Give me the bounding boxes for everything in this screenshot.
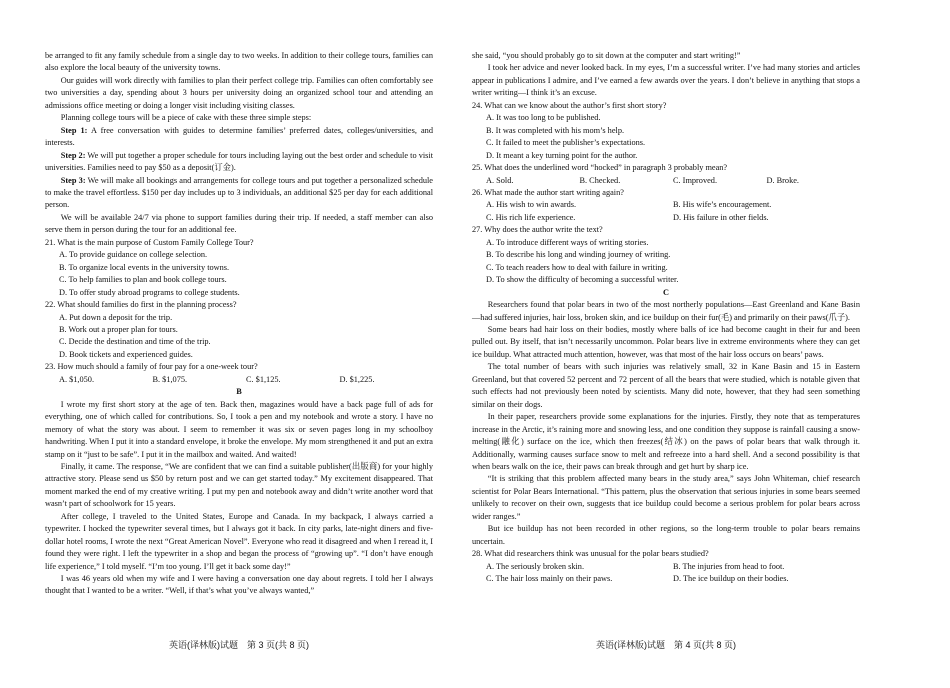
question-21: 21. What is the main purpose of Custom Family College Tour? <box>45 237 254 247</box>
intro-paragraph-3: Planning college tours will be a piece of cake with these three simple steps: <box>60 113 312 123</box>
q21-option-a: A. To provide guidance on college selection. <box>59 250 208 260</box>
q24-option-c: C. It failed to meet the publisher’s expectations. <box>486 138 646 148</box>
q27-option-c: C. To teach readers how to deal with failure in writing. <box>486 262 668 272</box>
q21-option-c: C. To help families to plan and book college tours. <box>59 275 227 285</box>
q25-option-d: D. Broke. <box>766 175 799 185</box>
q28-option-a: A. The seriously broken skin. <box>486 561 585 571</box>
right-page <box>472 50 860 585</box>
q26-option-b: B. His wife’s encouragement. <box>673 200 772 210</box>
passage-b-paragraph-2: Finally, it came. The response, “We are confident that we can find a suitable publisher(出版商) for your highly attractive story. Please send us $50 by return post and we can get started today.” My excitement disappeared. That moment marked the end of my creative writing. I put my pen and notebook away and didn’t write another word that wasn’t part of schoolwork for 15 years. <box>45 461 433 509</box>
q27-option-a: A. To introduce different ways of writing stories. <box>486 237 649 247</box>
page-footer-left: 英语(译林版)试题 第 3 页(共 8 页) <box>168 640 309 650</box>
intro-paragraph-1: be arranged to fit any family schedule from a single day to two weeks. In addition to their college tours, families can also explore the local beauty of the university towns. <box>45 51 433 73</box>
q24-option-d: D. It meant a key turning point for the author. <box>486 150 638 160</box>
passage-c-paragraph-6: But ice buildup has not been recorded in other regions, so the long-term trouble to polar bears remains uncertain. <box>472 524 860 546</box>
step-1 <box>45 125 433 150</box>
q28-options-row-1 <box>472 561 860 573</box>
intro-paragraph-2: Our guides will work directly with families to plan their perfect college trip. Families can often comfortably see two universities a day, spending about 3 hours per university doing an organized school tour and attending an admissions office meeting or doing a longer visit including visiting classes. <box>45 75 433 110</box>
passage-c-paragraph-3: The total number of bears with such injuries was relatively small, 32 in Kane Basin and 15 in Eastern Greenland, but that covered 52 percent and 72 percent of all the bears that were studied, which is notable given that such effects had not previously been noted by scientists. Many did note, however, that they had seen something similar on their dogs. <box>472 362 860 409</box>
q26-option-c: C. His rich life experience. <box>486 212 576 222</box>
step-2 <box>45 150 433 175</box>
q23-option-d: D. $1,225. <box>339 374 375 384</box>
passage-c-paragraph-5: “It is striking that this problem affected many bears in the study area,” says John Whiteman, chief research scientist for Polar Bears International. “This pattern, plus the observation that serious injuries in some bears seemed unlikely to recover on their own, suggests that ice buildup could become a serious problem for polar bears across wider ranges.” <box>472 474 860 521</box>
question-28: 28. What did researchers think was unusual for the polar bears studied? <box>472 549 709 559</box>
q26-option-a: A. His wish to win awards. <box>486 200 577 210</box>
q23-option-a: A. $1,050. <box>59 374 95 384</box>
question-24: 24. What can we know about the author’s first short story? <box>472 100 667 110</box>
q27-option-b: B. To describe his long and winding journey of writing. <box>486 250 671 260</box>
question-25: 25. What does the underlined word “hocked” in paragraph 3 probably mean? <box>472 163 728 173</box>
q28-option-d: D. The ice buildup on their bodies. <box>673 574 789 584</box>
step-3-text: We will make all bookings and arrangements for college tours and put together a personalized schedule to make the travel effortless. $150 per day includes up to 3 individuals, an additional $25 per day for each additional person. <box>45 175 433 210</box>
q25-option-c: C. Improved. <box>673 175 718 185</box>
step-3 <box>45 175 433 212</box>
q23-option-c: C. $1,125. <box>246 374 281 384</box>
q25-options <box>472 175 860 187</box>
question-27: 27. Why does the author write the text? <box>472 225 603 235</box>
passage-c-paragraph-1: Researchers found that polar bears in two of the most northerly populations—East Greenland and Kane Basin—had suffered injuries, hair loss, broken skin, and ice buildup on their fur(毛) and primarily on their paws(爪子). <box>472 300 860 322</box>
q25-option-a: A. Sold. <box>486 175 514 185</box>
q22-option-d: D. Book tickets and experienced guides. <box>59 349 193 359</box>
q28-option-b: B. The injuries from head to foot. <box>673 561 785 571</box>
question-26: 26. What made the author start writing again? <box>472 187 624 197</box>
step-1-label: Step 1: <box>60 125 88 135</box>
section-b-heading: B <box>236 387 242 397</box>
passage-b-paragraph-1: I wrote my first short story at the age of ten. Back then, magazines would have a back page full of ads for everything, one of which called for contributions. So, I took a pen and my notebook and wrote a story. I have no memory of what the story was about. I seem to remember it was six or seven pages long in my schoolboy handwriting. When I put it into a standard envelope, it broke the envelope. My mom strengthened it and put an extra stamp on it “just to be safe”. I put it in the mailbox and waited. And waited! <box>45 399 433 459</box>
passage-b-paragraph-4: I was 46 years old when my wife and I were having a conversation one day about regrets. I told her I always thought that I wanted to be a writer. “Well, if that’s what you’ve always wanted,” <box>45 574 433 596</box>
q25-option-b: B. Checked. <box>579 175 621 185</box>
step-2-text: We will put together a proper schedule for tours including laying out the best order and schedule to visit universities. Families need to pay $50 as a deposit(订金). <box>45 150 433 173</box>
q23-option-b: B. $1,075. <box>152 374 188 384</box>
q23-options <box>45 374 433 386</box>
q24-option-a: A. It was too long to be published. <box>486 113 601 123</box>
q22-option-c: C. Decide the destination and time of the trip. <box>59 337 211 347</box>
q21-option-b: B. To organize local events in the university towns. <box>59 262 230 272</box>
q26-options-row-2 <box>472 212 860 224</box>
section-c-heading: C <box>663 287 669 297</box>
question-23: 23. How much should a family of four pay for a one-week tour? <box>45 362 258 372</box>
left-page <box>45 50 433 598</box>
q26-option-d: D. His failure in other fields. <box>673 212 769 222</box>
q24-option-b: B. It was completed with his mom’s help. <box>486 125 625 135</box>
passage-c-paragraph-4: In their paper, researchers provide some explanations for the injuries. Firstly, they note that as temperatures increase in the Arctic, it’s raining more and snowing less, and one condition they suppose is rainfall causing a snow-melting(融化) surface on the ice, which then freezes(结冰) on the paws of polar bears that walk through it. Additionally, warming causes surface snow to melt and refreeze into a hard shell. And a second possibility is that when bears walk on the ice, their paws can break through and get hurt by sharp ice. <box>472 412 860 471</box>
passage-b-paragraph-3: After college, I traveled to the United States, Europe and Canada. In my backpack, I always carried a typewriter. I hocked the typewriter several times, but I always got it back. In city parks, late-night diners and five-dollar hotel rooms, I wrote the next “Great American Novel”. Everyone who read it disagreed and when I reread it, I found they were right. I left the typewriter in a shop and began the process of “growing up”. “I don’t have enough life experience,” I told myself. “I’m too young. I’ll get it back some day!” <box>45 511 433 571</box>
passage-b-continued-2: I took her advice and never looked back. In my eyes, I’m a successful writer. I’ve had many stories and articles appear in publications I admire, and I’ve earned a few awards over the years. I don’t believe in anything that stops a writer writing—I think it’s an excuse. <box>472 63 860 98</box>
passage-b-continued-1: she said, “you should probably go to sit down at the computer and start writing!” <box>472 51 741 60</box>
step-1-text: A free conversation with guides to determine families’ preferred dates, colleges/universities, and interests. <box>45 125 433 148</box>
step-3-label: Step 3: <box>60 175 86 185</box>
q26-options-row-1 <box>472 199 860 211</box>
q21-option-d: D. To offer study abroad programs to college students. <box>59 287 240 297</box>
q22-option-a: A. Put down a deposit for the trip. <box>59 312 173 322</box>
passage-c-paragraph-2: Some bears had hair loss on their bodies, mostly where balls of ice had become caught in their fur and been pulled out. By itself, that isn’t necessarily uncommon. Polar bears live in extreme environments where they can get ice buildup. What attracted much attention, however, was that most of the hair loss occurs on bears’ paws. <box>472 324 860 359</box>
closing-paragraph: We will be available 24/7 via phone to support families during their trip. If needed, a staff member can also serve them in person during the tour for an additional fee. <box>45 212 433 235</box>
question-22: 22. What should families do first in the planning process? <box>45 300 237 310</box>
q27-option-d: D. To show the difficulty of becoming a successful writer. <box>486 275 679 285</box>
q28-options-row-2 <box>472 573 860 585</box>
page-footer-right: 英语(译林版)试题 第 4 页(共 8 页) <box>595 640 736 650</box>
step-2-label: Step 2: <box>60 150 86 160</box>
q28-option-c: C. The hair loss mainly on their paws. <box>486 574 613 584</box>
q22-option-b: B. Work out a proper plan for tours. <box>59 324 178 334</box>
